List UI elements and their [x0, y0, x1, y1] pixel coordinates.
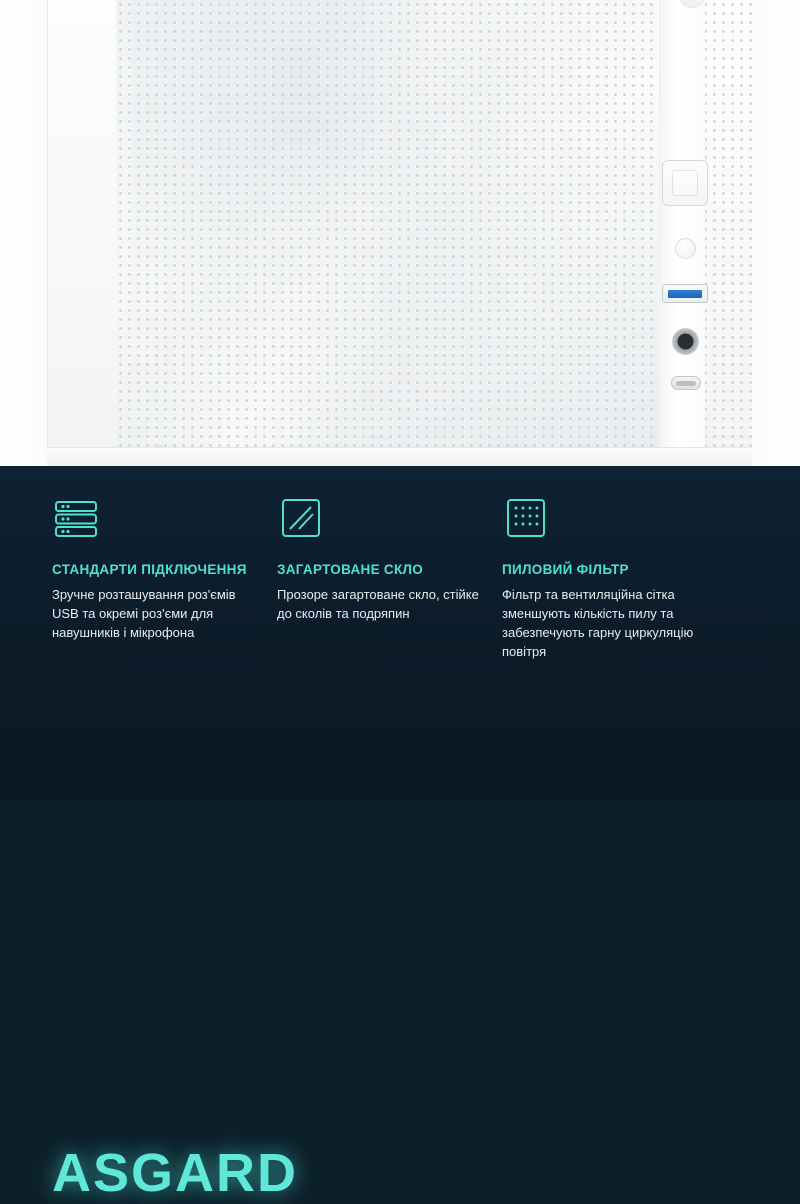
feature-text: Фільтр та вентиляційна сітка зменшують кількість пилу та забезпечують гарну циркуляцію повітря [502, 587, 694, 659]
feature-item-tempered-glass [277, 496, 502, 661]
power-button[interactable] [662, 160, 708, 206]
feature-panel [0, 466, 800, 1203]
io-port-column [660, 160, 740, 420]
usb-type-c-slot [676, 381, 696, 386]
feature-item-connectivity [52, 496, 277, 661]
brand-logo: ASGARD [52, 1143, 299, 1203]
dust-filter-icon [502, 496, 554, 540]
feature-text: Прозоре загартоване скло, стійке до сколів та подряпин [277, 587, 479, 621]
feature-title: ЗАГАРТОВАНЕ СКЛО [277, 562, 424, 577]
tempered-glass-icon [277, 496, 329, 540]
feature-list [52, 496, 752, 661]
power-button-inner [672, 170, 698, 196]
case-bottom-strip [47, 447, 753, 466]
usb-type-c-port[interactable] [671, 376, 701, 390]
usb-a-port-insert [668, 290, 702, 298]
feature-item-dust-filter [502, 496, 752, 661]
feature-text: Зручне розташування роз'ємів USB та окремі роз'єми для навушників і мікрофона [52, 587, 236, 640]
feature-title: СТАНДАРТИ ПІДКЛЮЧЕННЯ [52, 562, 247, 577]
ports-stack-icon [52, 496, 104, 540]
product-photo [0, 0, 800, 466]
reset-button[interactable] [675, 238, 696, 259]
usb-a-port[interactable] [662, 284, 708, 303]
audio-jack-port[interactable] [672, 328, 699, 355]
feature-title: ПИЛОВИЙ ФІЛЬТР [502, 562, 629, 577]
pc-case-body [47, 0, 753, 466]
